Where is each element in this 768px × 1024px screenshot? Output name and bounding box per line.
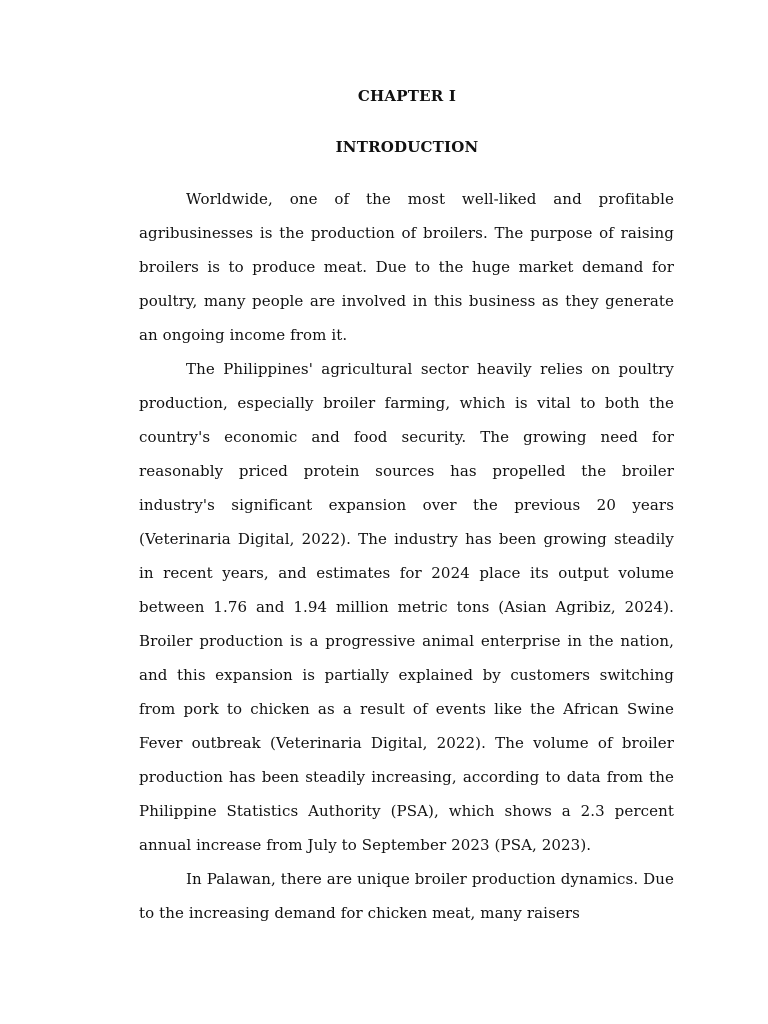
section-title: INTRODUCTION: [335, 138, 479, 156]
paragraph-1: Worldwide, one of the most well-liked and profitable agribusinesses is the production of broilers. The purpose of raising broilers is to produce meat. Due to the huge market demand for poultry, many people are involved in this business as they generate an ongoing income from it.: [139, 190, 674, 344]
paragraph-2: The Philippines' agricultural sector heavily relies on poultry production, especially broiler farming, which is vital to both the country's economic and food security. The growing need for reasonably priced protein sources has propelled the broiler industry's significant expansion over the previous 20 years (Veterinaria Digital, 2022). The industry has been growing steadily in recent years, and estimates for 2024 place its output volume between 1.76 and 1.94 million metric tons (Asian Agribiz, 2024). Broiler production is a progressive animal enterprise in the nation, and this expansion is partially explained by customers switching from pork to chicken as a result of events like the African Swine Fever outbreak (Veterinaria Digital, 2022). The volume of broiler production has been steadily increasing, according to data from the Philippine Statistics Authority (PSA), which shows a 2.3 percent annual increase from July to September 2023 (PSA, 2023).: [139, 360, 674, 854]
chapter-title: CHAPTER I: [357, 87, 457, 105]
paragraph-3: In Palawan, there are unique broiler production dynamics. Due to the increasing demand for chicken meat, many raisers: [139, 870, 674, 922]
body-text: [139, 182, 674, 930]
